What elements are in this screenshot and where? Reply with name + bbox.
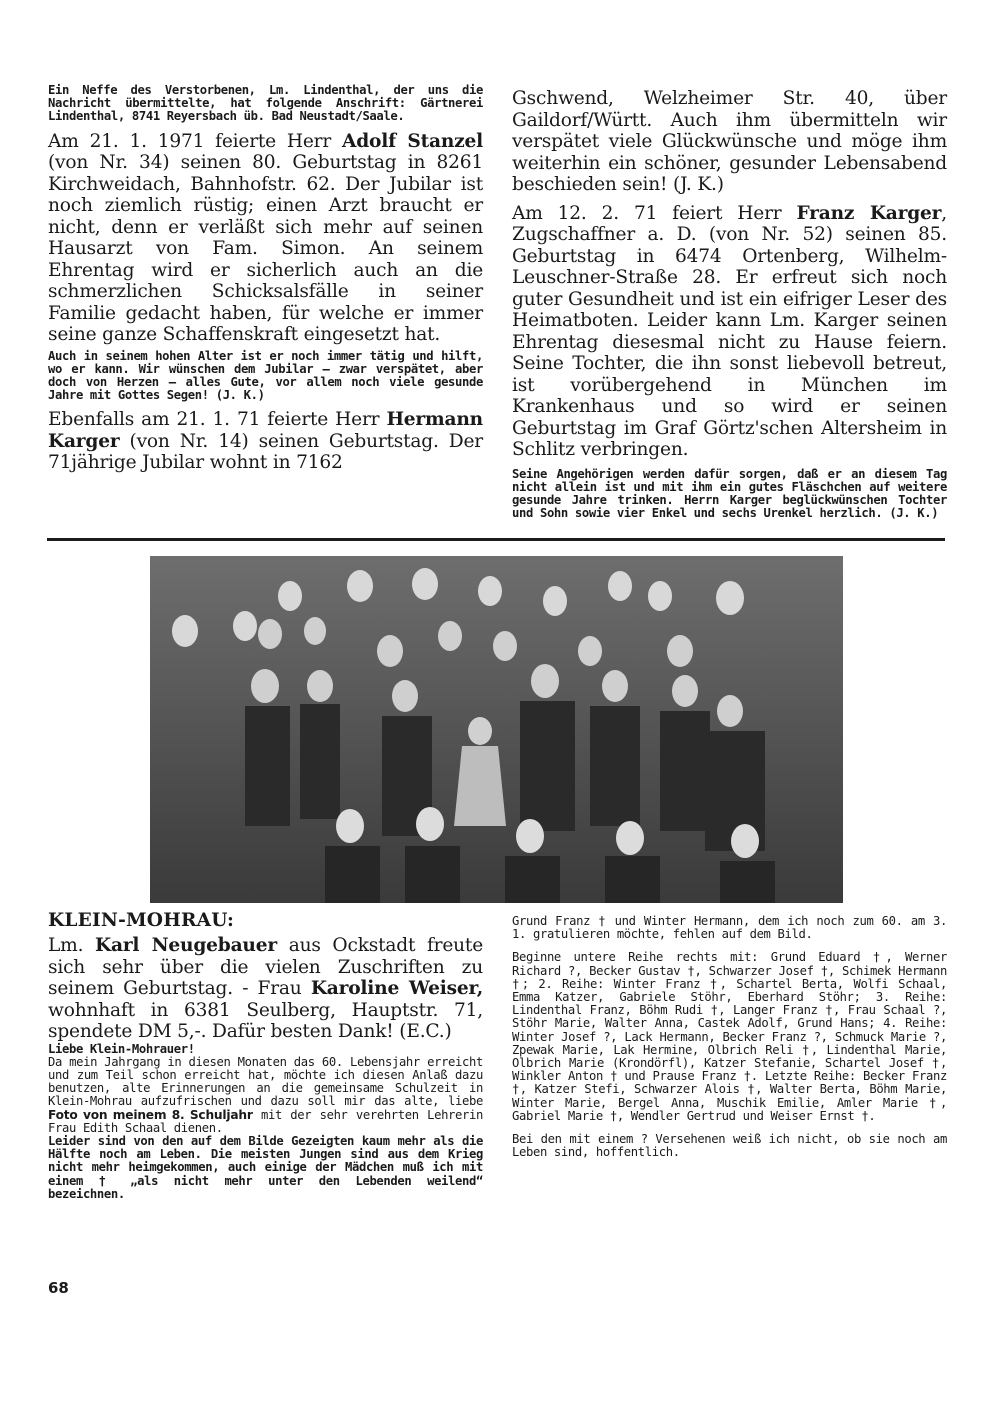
person-name: Franz Karger (796, 202, 942, 224)
bottom-left-column (48, 910, 483, 1201)
letter-paragraph-school-photo: Da mein Jahrgang in diesen Monaten das 60. Lebensjahr erreicht und zum Teil schon erreicht hat, möchte ich diesen Anlaß dazu benutzen, alte Erinnerungen an die gemeinsame Schulzeit in Klein-Mohrau aufzufrischen und dazu soll mir das alte, liebe Foto von meinem 8. Schuljahr mit der sehr verehrten Lehrerin Frau Edith Schaal dienen. (48, 1054, 483, 1135)
bottom-right-column (512, 915, 947, 1159)
person-name: Karoline Weiser, (310, 978, 483, 999)
page-number: 68 (48, 1279, 69, 1297)
letter-paragraph-survivors: Leider sind von den auf dem Bilde Gezeigten kaum mehr als die Hälfte noch am Leben. Die meisten Jungen sind aus dem Krieg nicht mehr heimgekommen, auch einige der Mädchen muß ich mit einem † „als nicht mehr unter den Lebenden weilend“ bezeichnen. (48, 1133, 483, 1201)
hermann-karger-continuation: Gschwend, Welzheimer Str. 40, über Gaildorf/Württ. Auch ihm übermitteln wir verspätet viele Glückwünsche und möge ihm weiterhin ein schöner, gesunder Lebensabend beschieden sein! (J. K.) (512, 88, 947, 195)
neugebauer-weiser-paragraph: Lm. Karl Neugebauer aus Ockstadt freute sich sehr über die vielen Zuschriften zu seinem Geburtstag. - Frau Karoline Weiser, wohnhaft in 6381 Seulberg, Hauptstr. 71, spendete DM 5,-. Dafür besten Dank! (E.C.) (48, 935, 483, 1042)
class-photo (150, 556, 843, 903)
question-mark-note: Bei den mit einem ? Versehenen weiß ich nicht, ob sie noch am Leben sind, hoffentlich. (512, 1132, 947, 1160)
section-heading: KLEIN-MOHRAU: (48, 910, 235, 931)
stanzel-wishes-paragraph: Auch in seinem hohen Alter ist er noch immer tätig und hilft, wo er kann. Wir wünschen dem Jubilar — zwar verspätet, aber doch von Herzen — alles Gute, vor allem noch viele gesunde Jahre mit Gottes Segen! (J. K.) (48, 348, 483, 403)
section-divider (47, 538, 945, 541)
missing-from-photo-paragraph: Grund Franz † und Winter Hermann, dem ich noch zum 60. am 3. 1. gratulieren möchte, fehlen auf dem Bild. (512, 914, 947, 942)
stanzel-birthday-paragraph: Am 21. 1. 1971 feierte Herr Adolf Stanzel (von Nr. 34) seinen 80. Geburtstag in 8261 Kirchweidach, Bahnhofstr. 62. Der Jubilar ist noch ziemlich rüstig; einen Arzt braucht er nicht, denn er verläßt sich mehr auf seinen Hausarzt von Fam. Simon. An seinem Ehrentag wird er sicherlich auch an die schmerzlichen Schicksalsfälle in seiner Familie gedacht haben, für welche er immer seine ganze Schaffenskraft eingesetzt hat. (48, 130, 483, 346)
letter-salutation: Liebe Klein-Mohrauer! (48, 1041, 195, 1056)
franz-karger-paragraph: Am 12. 2. 71 feiert Herr Franz Karger, Zugschaffner a. D. (von Nr. 52) seinen 85. Geburtstag in 6474 Ortenberg, Wilhelm-Leuschner-Straße 28. Er erfreut sich noch guter Gesundheit und ist ein eifriger Leser des Heimatboten. Leider kann Lm. Karger seinen Ehrentag diesesmal nicht zu Hause feiern. Seine Tochter, die ihn sonst liebevoll betreut, ist vorübergehend in München im Krankenhaus und so wird er seinen Geburtstag im Graf Görtz'schen Altersheim in Schlitz verbringen. (512, 202, 947, 460)
hermann-karger-paragraph: Ebenfalls am 21. 1. 71 feierte Herr Hermann Karger (von Nr. 14) seinen Geburtstag. Der 71jährige Jubilar wohnt in 7162 (48, 409, 483, 474)
photo-names-list: Beginne untere Reihe rechts mit: Grund Eduard †, Werner Richard ?, Becker Gustav †, Schwarzer Josef †, Schimek Hermann †; 2. Reihe: Winter Franz †, Schartel Berta, Wolfi Schaal, Emma Katzer, Gabriele Stöhr, Eberhard Stöhr; 3. Reihe: Lindenthal Franz, Böhm Rudi †, Langer Franz †, Frau Schaal ?, Stöhr Marie, Walter Anna, Castek Adolf, Grund Hans; 4. Reihe: Winter Josef ?, Lack Hermann, Becker Franz ?, Schmuck Marie ?, Zpewak Marie, Lak Hermine, Olbrich Reli †, Lindenthal Marie, Olbrich Marie (Krondörfl), Katzer Stefanie, Schartel Josef †, Winkler Anton † und Prause Franz †. Letzte Reihe: Becker Franz †, Katzer Stefi, Schwarzer Alois †, Walter Berta, Böhm Marie, Winter Marie, Bergel Anna, Muschik Emilie, Amler Marie †, Gabriel Marie †, Wendler Gertrud und Weiser Ernst †. (512, 950, 947, 1123)
person-name: Karl Neugebauer (95, 935, 277, 956)
class-photo-illustration (150, 556, 843, 903)
top-right-column (512, 88, 947, 520)
person-name: Hermann Karger (48, 409, 483, 452)
top-left-column (48, 84, 483, 474)
nephew-address-paragraph: Ein Neffe des Verstorbenen, Lm. Lindenthal, der uns die Nachricht übermittelte, hat folgende Anschrift: Gärtnerei Lindenthal, 8741 Reyersbach üb. Bad Neustadt/Saale. (48, 83, 483, 124)
person-name: Adolf Stanzel (341, 130, 483, 152)
emphasis-text: Foto von meinem 8. Schuljahr (48, 1107, 253, 1122)
franz-karger-wishes-paragraph: Seine Angehörigen werden dafür sorgen, daß er an diesem Tag nicht allein ist und mit ihm ein gutes Fläschchen auf weitere gesunde Jahre trinken. Herrn Karger beglückwünschen Tochter und Sohn sowie vier Enkel und sechs Urenkel herzlich. (J. K.) (512, 466, 947, 521)
